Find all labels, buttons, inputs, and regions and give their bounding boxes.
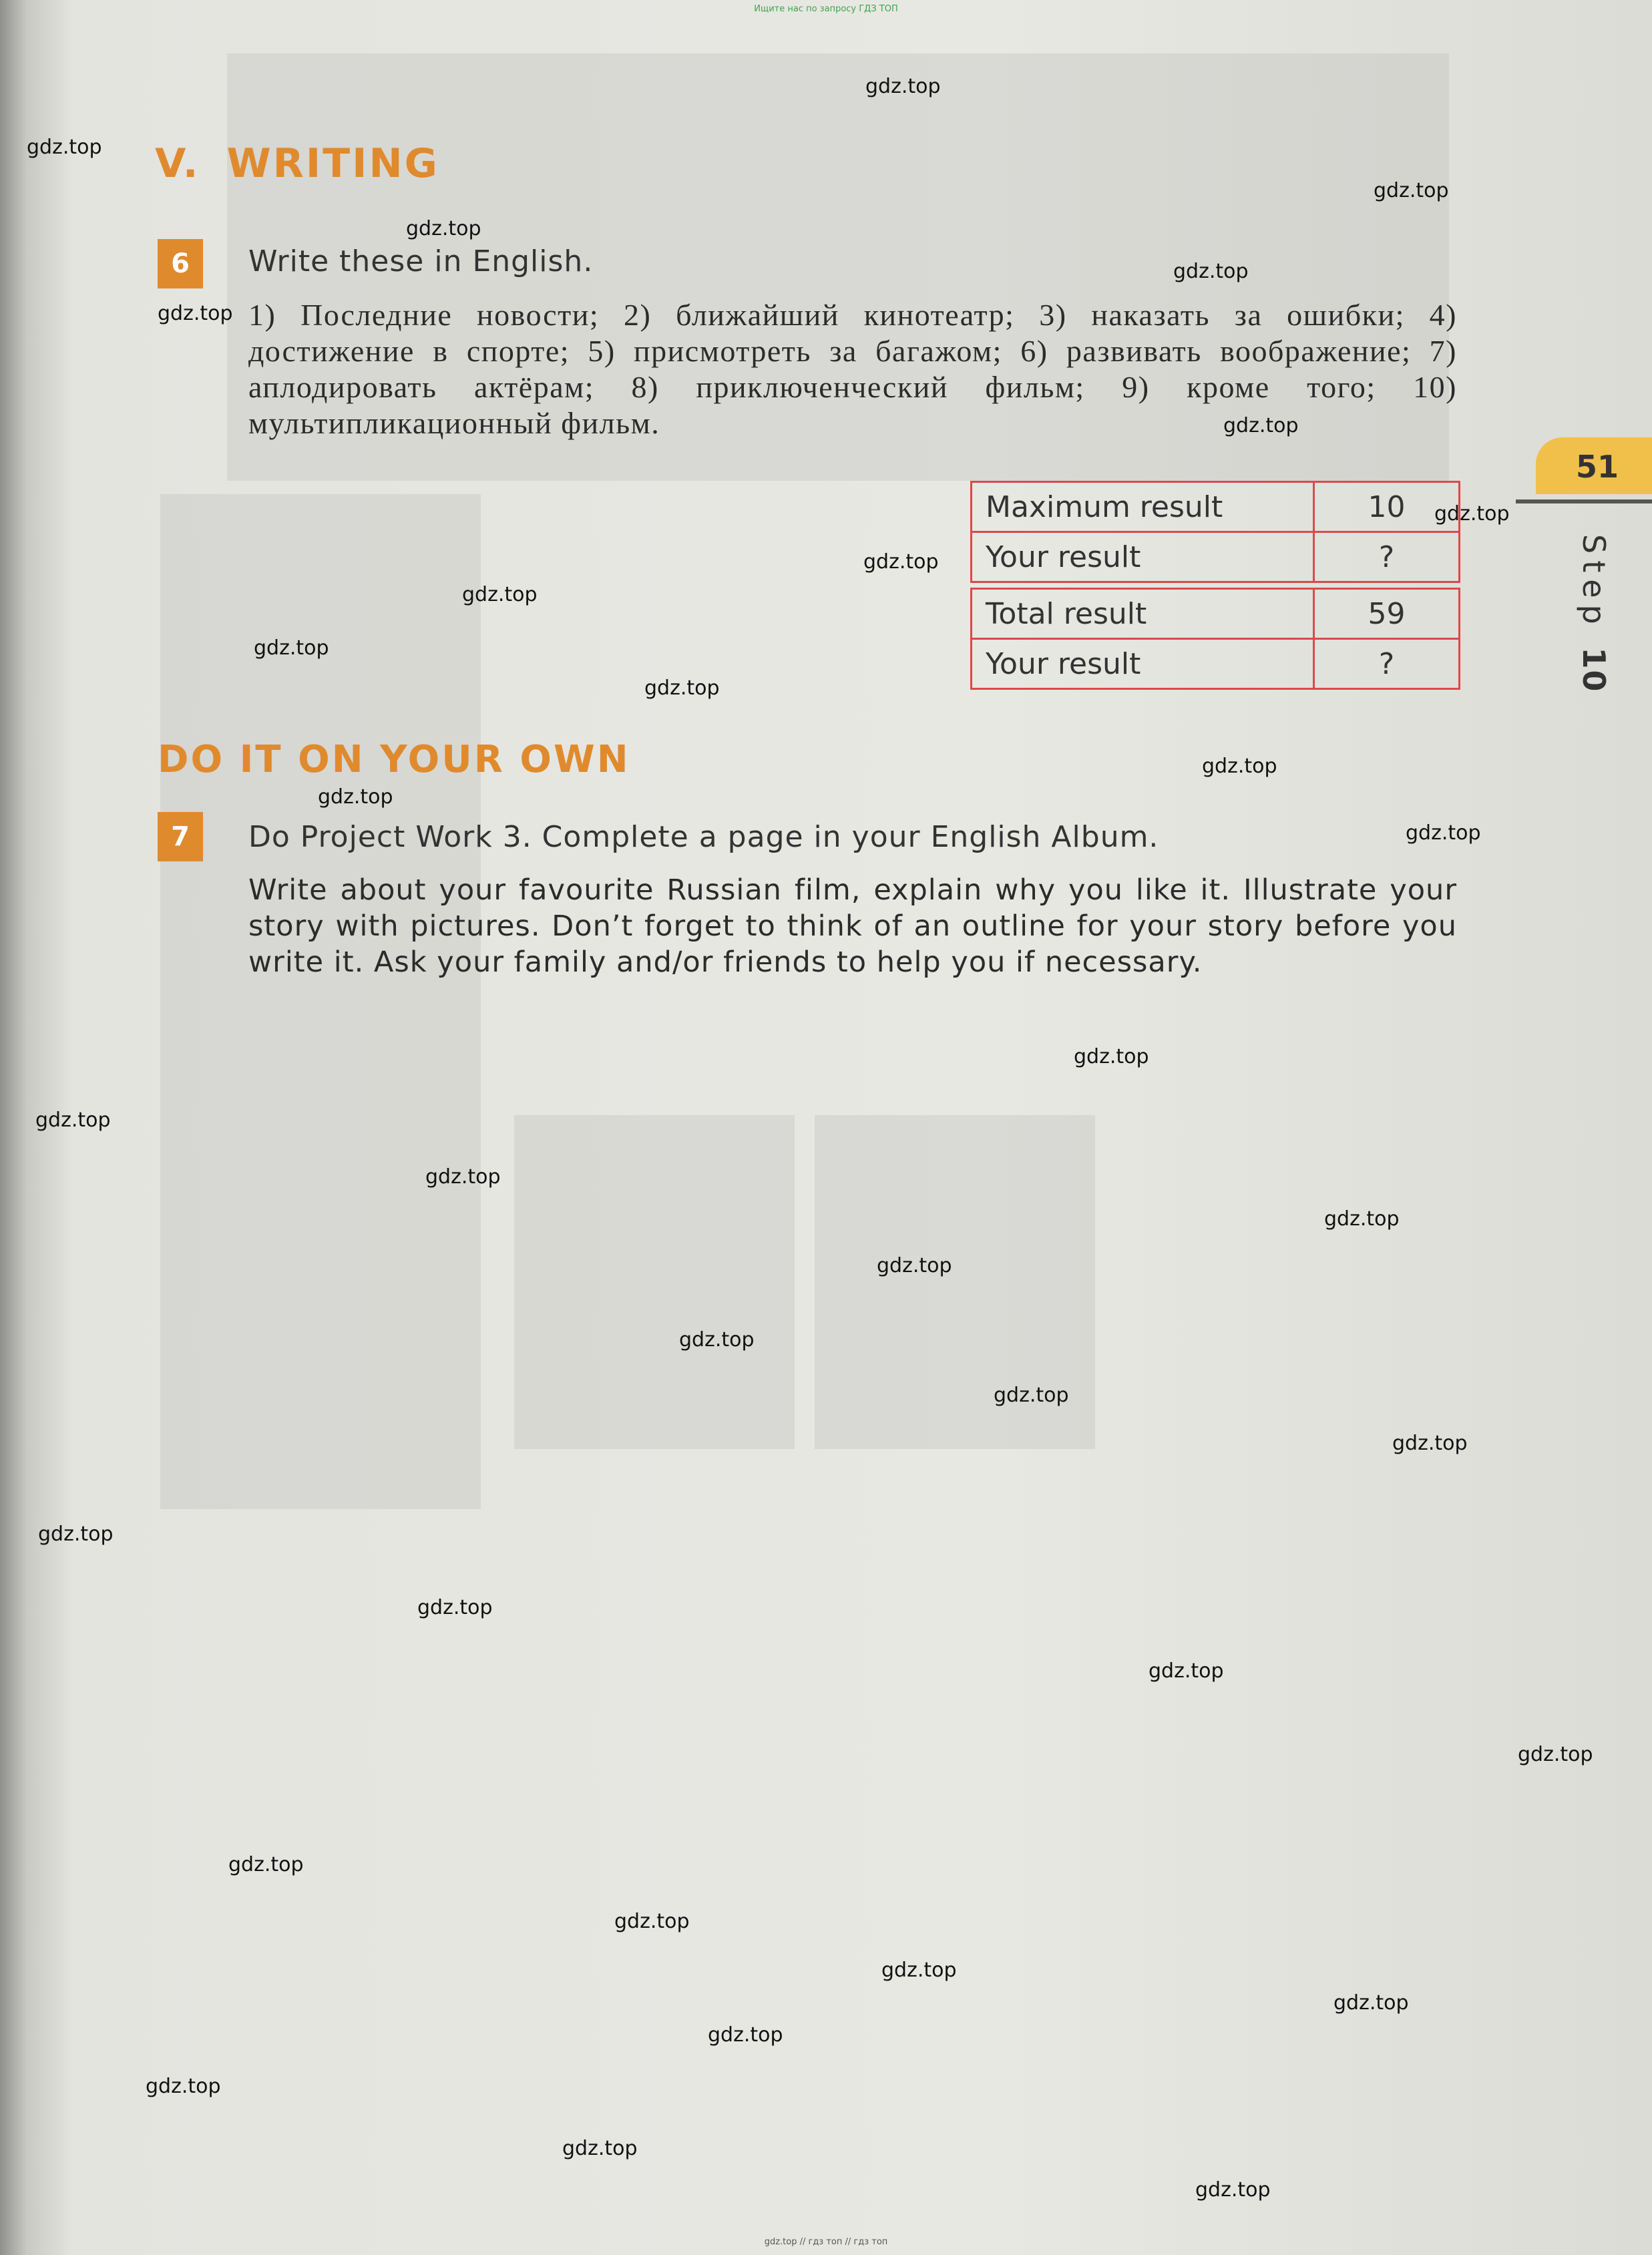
result-label: Your result <box>972 639 1314 689</box>
tab-divider <box>1516 499 1652 503</box>
result-label: Total result <box>972 589 1314 639</box>
watermark-text: gdz.top <box>1406 821 1481 845</box>
watermark-text: gdz.top <box>1434 502 1510 526</box>
watermark-text: gdz.top <box>1374 179 1449 202</box>
result-value: ? <box>1314 532 1460 582</box>
watermark-text: gdz.top <box>644 676 720 700</box>
watermark-text: gdz.top <box>1518 1743 1593 1766</box>
task-6-title: Write these in English. <box>248 244 594 278</box>
watermark-text: gdz.top <box>462 583 538 606</box>
watermark-text: gdz.top <box>877 1254 952 1277</box>
results-table-bottom <box>970 588 1460 690</box>
table-row <box>972 589 1460 639</box>
watermark-text: gdz.top <box>1173 260 1249 283</box>
page-number: 51 <box>1576 449 1619 485</box>
watermark-text: gdz.top <box>425 1165 501 1189</box>
section-number: V. <box>155 140 200 187</box>
step-label <box>1576 534 1612 692</box>
results-table-top <box>970 481 1460 583</box>
watermark-text: gdz.top <box>562 2137 638 2160</box>
watermark-text: gdz.top <box>417 1596 493 1619</box>
watermark-text: gdz.top <box>35 1108 111 1132</box>
table-row <box>972 532 1460 582</box>
section-heading <box>155 140 439 187</box>
watermark-text: gdz.top <box>27 136 102 159</box>
table-row <box>972 639 1460 689</box>
watermark-text: gdz.top <box>865 75 941 98</box>
watermark-text: gdz.top <box>708 2023 783 2047</box>
show-through-image <box>514 1115 795 1449</box>
section-title: WRITING <box>226 140 439 187</box>
watermark-text: gdz.top <box>1333 1991 1409 2015</box>
result-value: ? <box>1314 639 1460 689</box>
watermark-text: gdz.top <box>994 1384 1069 1407</box>
watermark-text: gdz.top <box>318 785 393 809</box>
result-label: Maximum result <box>972 482 1314 532</box>
watermark-text: gdz.top <box>146 2075 221 2098</box>
watermark-text: gdz.top <box>679 1328 755 1352</box>
result-value: 10 <box>1314 482 1460 532</box>
bottom-note: gdz.top // гдз топ // гдз топ <box>764 2237 888 2247</box>
step-number: 10 <box>1576 647 1612 693</box>
watermark-text: gdz.top <box>406 217 481 240</box>
watermark-text: gdz.top <box>228 1853 304 1876</box>
result-value: 59 <box>1314 589 1460 639</box>
watermark-text: gdz.top <box>1223 414 1299 437</box>
top-note: Ищите нас по запросу ГДЗ ТОП <box>754 4 898 14</box>
task-7-text: Write about your favourite Russian film, explain why you like it. Illustrate your story with pictures. Don’t forget to think of an outline for your story before you write it. Ask your family and/or friends to help you if necessary. <box>248 873 1457 979</box>
step-word: Step <box>1576 534 1612 631</box>
watermark-text: gdz.top <box>614 1910 690 1933</box>
watermark-text: gdz.top <box>1074 1045 1149 1068</box>
watermark-text: gdz.top <box>38 1522 114 1546</box>
watermark-text: gdz.top <box>863 550 939 574</box>
watermark-text: gdz.top <box>254 636 329 660</box>
result-label: Your result <box>972 532 1314 582</box>
watermark-text: gdz.top <box>881 1959 957 1982</box>
watermark-text: gdz.top <box>1195 2178 1271 2202</box>
task-6-badge: 6 <box>158 239 203 288</box>
table-row <box>972 482 1460 532</box>
watermark-text: gdz.top <box>1324 1207 1400 1231</box>
watermark-text: gdz.top <box>1392 1432 1468 1455</box>
do-it-heading: DO IT ON YOUR OWN <box>158 738 630 781</box>
watermark-text: gdz.top <box>158 302 233 325</box>
task-6-text: 1) Последние новости; 2) ближайший кинотеатр; 3) наказать за ошибки; 4) достижение в спорте; 5) присмотреть за багажом; 6) развивать воображение; 7) аплодировать актёрам; 8) приключенческий фильм; 9) кроме того; 10) мультипликационный фильм. <box>248 298 1457 440</box>
task-7-badge: 7 <box>158 812 203 861</box>
watermark-text: gdz.top <box>1149 1659 1224 1683</box>
watermark-text: gdz.top <box>1202 755 1277 778</box>
task-7-title: Do Project Work 3. Complete a page in your English Album. <box>248 820 1159 854</box>
